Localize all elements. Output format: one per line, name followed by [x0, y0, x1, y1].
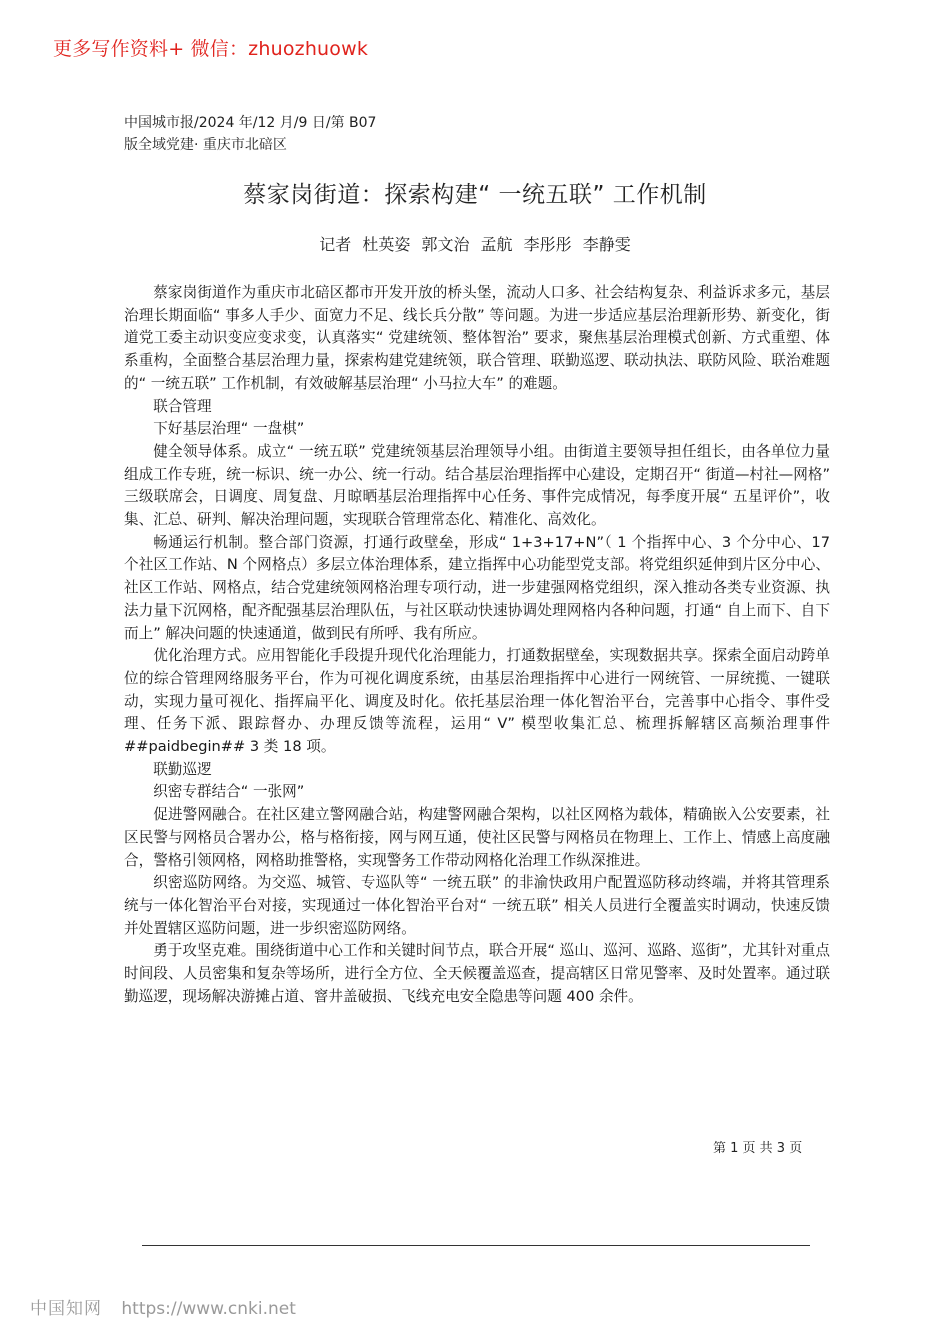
promo-banner[interactable]: 更多写作资料+ 微信：zhuozhuowk — [53, 38, 369, 60]
section-subheading: 下好基层治理“ 一盘棋” — [153, 420, 305, 438]
page-number: 第 1 页 共 3 页 — [713, 1141, 803, 1156]
footer-divider — [142, 1245, 810, 1246]
article-authors: 记者 杜英姿 郭文治 孟航 李彤彤 李静雯 — [319, 235, 631, 254]
source-line-2: 版全域党建· 重庆市北碚区 — [124, 137, 287, 153]
article-title: 蔡家岗街道：探索构建“ 一统五联” 工作机制 — [243, 182, 707, 208]
paragraph: 畅通运行机制。整合部门资源，打通行政壁垒，形成“ 1+3+17+N”（ 1 个指挥中心、3 个分中心、17 个社区工作站、N 个网格点）多层立体治理体系，建立指挥中心功能型党支部。将党组织延伸到片区分中心、社区工作站、网格点，结合党建统领网格治理专项行动，进一步建强网格党组织，深入推动各类专业资源、执法力量下沉网格，配齐配强基层治理队伍，与社区联动快速协调处理网格内各种问题，打通“ 自上而下、自下而上” 解决问题的快速通道，做到民有所呼、我有所应。 — [124, 533, 830, 642]
section-heading: 联合管理 — [153, 397, 212, 415]
paragraph: 健全领导体系。成立“ 一统五联” 党建统领基层治理领导小组。由街道主要领导担任组长，由各单位力量组成工作专班，统一标识、统一办公、统一行动。结合基层治理指挥中心建设，定期召开“ 街道—村社—网格” 三级联席会，日调度、周复盘、月晾晒基层治理指挥中心任务、事件完成情况，每季度开展“ 五星评价”，收集、汇总、研判、解决治理问题，实现联合管理常态化、精准化、高效化。 — [124, 442, 830, 529]
cnki-url[interactable]: https://www.cnki.net — [121, 1299, 296, 1319]
footer — [30, 1294, 296, 1319]
section-heading: 联勤巡逻 — [153, 760, 212, 778]
source-line-1: 中国城市报/2024 年/12 月/9 日/第 B07 — [124, 115, 377, 131]
paragraph: 织密巡防网络。为交巡、城管、专巡队等“ 一统五联” 的非渝快政用户配置巡防移动终端，并将其管理系统与一体化智治平台对接，实现通过一体化智治平台对“ 一统五联” 相关人员进行全覆盖实时调动，快速反馈并处置辖区巡防问题，进一步织密巡防网络。 — [124, 874, 830, 937]
paragraph: 蔡家岗街道作为重庆市北碚区都市开发开放的桥头堡，流动人口多、社会结构复杂、利益诉求多元，基层治理长期面临“ 事多人手少、面宽力不足、线长兵分散” 等问题。为进一步适应基层治理新形势、新变化，街道党工委主动识变应变求变，认真落实“ 党建统领、整体智治” 要求，聚焦基层治理模式创新、方式重塑、体系重构，全面整合基层治理力量，探索构建党建统领，联合管理、联勤巡逻、联动执法、联防风险、联治难题的“ 一统五联” 工作机制，有效破解基层治理“ 小马拉大车” 的难题。 — [124, 284, 830, 392]
cnki-logo: 中国知网 — [30, 1299, 102, 1319]
source-info — [124, 112, 376, 156]
section-subheading: 织密专群结合“ 一张网” — [153, 783, 305, 801]
article-body — [124, 282, 830, 1009]
paragraph: 勇于攻坚克难。围绕街道中心工作和关键时间节点，联合开展“ 巡山、巡河、巡路、巡街”，尤其针对重点时间段、人员密集和复杂等场所，进行全方位、全天候覆盖巡查，提高辖区日常见警率、及时处置率。通过联勤巡逻，现场解决游摊占道、窨井盖破损、飞线充电安全隐患等问题 400 余件。 — [124, 942, 830, 1005]
paragraph: 优化治理方式。应用智能化手段提升现代化治理能力，打通数据壁垒，实现数据共享。探索全面启动跨单位的综合管理网络服务平台，作为可视化调度系统，由基层治理指挥中心进行一网统管、一屏统揽、一键联动，实现力量可视化、指挥扁平化、调度及时化。依托基层治理一体化智治平台，完善事中心指令、事件受理、任务下派、跟踪督办、办理反馈等流程，运用“ V” 模型收集汇总、梳理拆解辖区高频治理事件##paidbegin## 3 类 18 项。 — [124, 647, 830, 756]
paragraph: 促进警网融合。在社区建立警网融合站，构建警网融合架构，以社区网格为载体，精确嵌入公安要素，社区民警与网格员合署办公，格与格衔接，网与网互通，使社区民警与网格员在物理上、工作上、情感上高度融合，警格引领网格，网格助推警格，实现警务工作带动网格化治理工作纵深推进。 — [124, 806, 830, 869]
